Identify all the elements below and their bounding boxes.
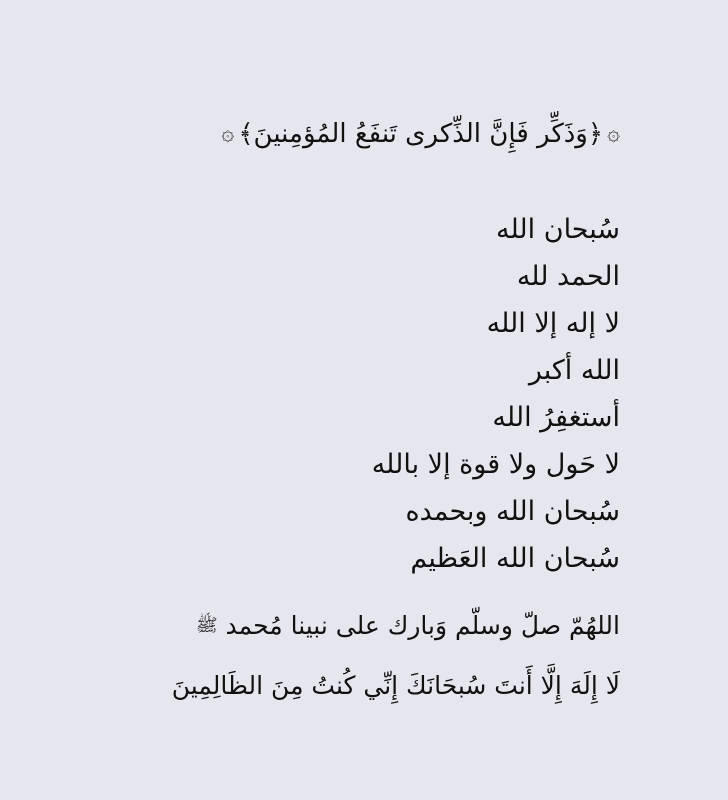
dhikr-item: الحمد لله	[516, 261, 620, 292]
dhikr-item: سُبحان الله وبحمده	[405, 496, 620, 527]
dhikr-item: لا إله إلا الله	[486, 308, 620, 339]
verse-text: ﴿وَذَكِّر فَإِنَّ الذِّكرى تَنفَعُ المُؤمِنينَ﴾	[238, 119, 604, 149]
ornament-icon: ۞	[221, 121, 235, 146]
salawat-line	[196, 604, 620, 648]
dhikr-item: سُبحان الله العَظيم	[410, 543, 620, 574]
dhikr-list	[372, 206, 620, 582]
quran-verse	[221, 112, 620, 156]
dua-yunus-line: لَا إِلَهَ إِلَّا أَنتَ سُبحَانَكَ إِنِّي كُنتُ مِنَ الظَالِمِينَ	[171, 671, 620, 700]
dhikr-item: الله أكبر	[528, 355, 620, 386]
dhikr-item: لا حَول ولا قوة إلا بالله	[371, 449, 620, 480]
ornament-icon: ۞	[607, 121, 620, 146]
dhikr-item: سُبحان الله	[496, 214, 620, 245]
salawat-text: اللهُمّ صلّ وسلّم وَبارك على نبينا مُحمد	[225, 611, 620, 640]
salawat-seal-icon: ﷺ	[195, 615, 218, 636]
dhikr-item: أستغفِرُ الله	[492, 402, 620, 433]
